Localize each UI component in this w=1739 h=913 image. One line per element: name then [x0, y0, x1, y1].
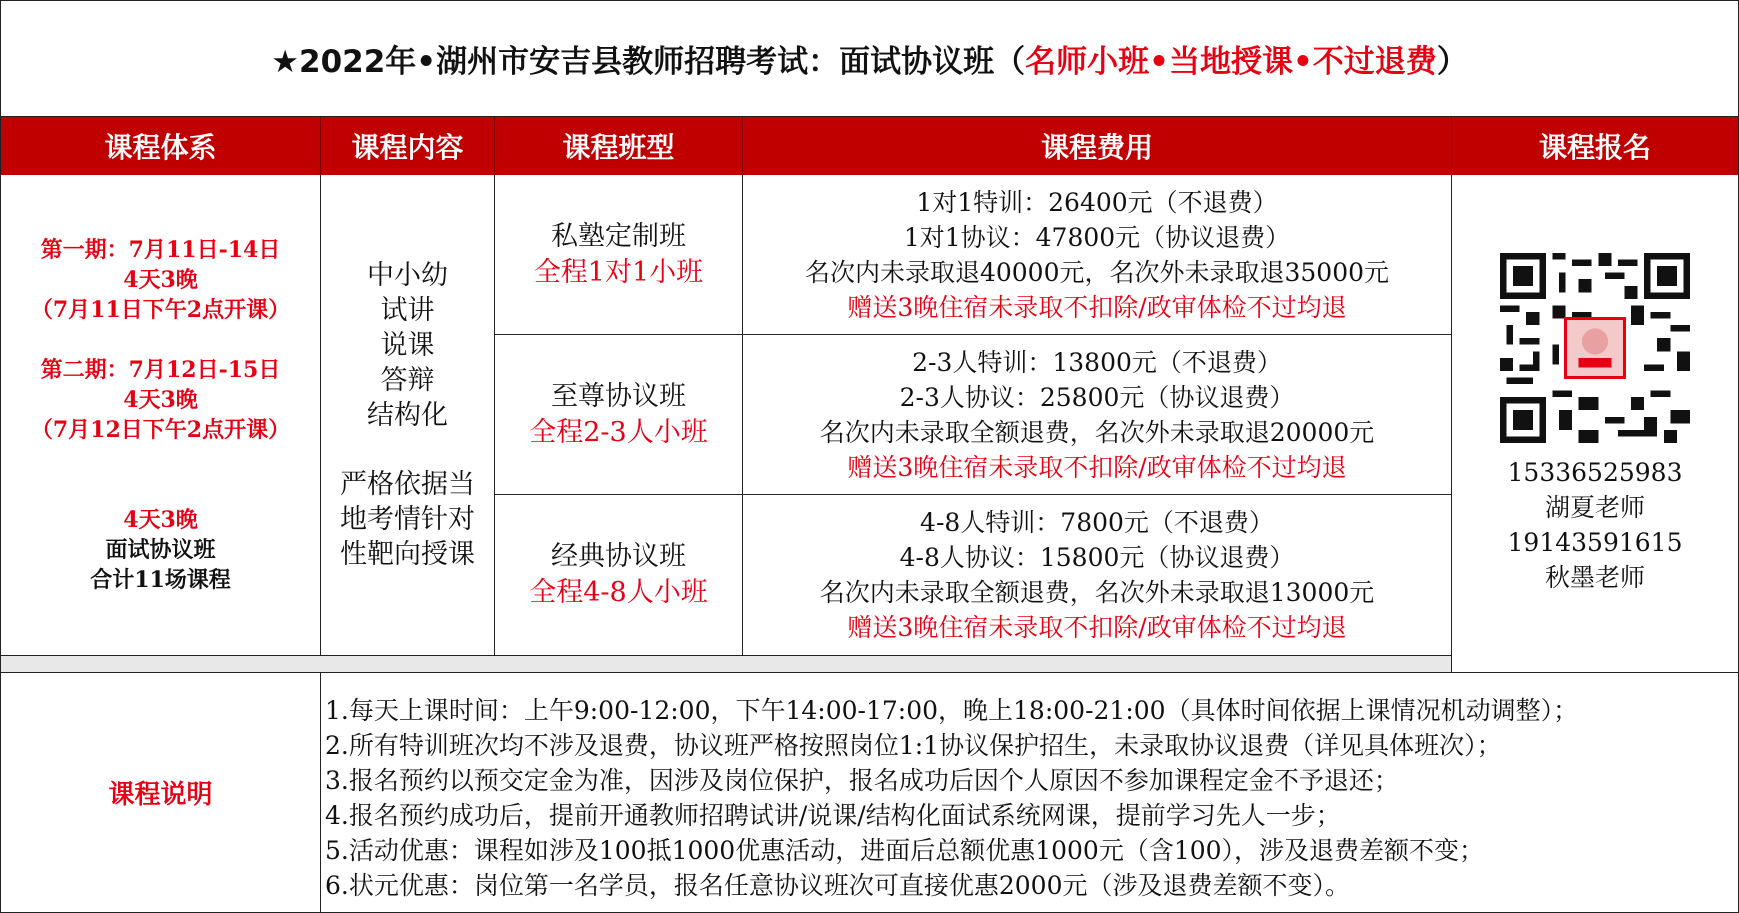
fee-line: 名次内未录取全额退费，名次外未录取退13000元 — [819, 578, 1375, 607]
note-item: 4.报名预约成功后，提前开通教师招聘试讲/说课/结构化面试系统网课，提前学习先人一步； — [325, 801, 1341, 830]
fee-bonus: 赠送3晚住宿未录取不扣除/政审体检不过均退 — [847, 613, 1347, 642]
phone-number: 15336525983 — [1507, 457, 1683, 487]
title-end: ） — [1436, 44, 1468, 80]
period1-start: （7月11日下午2点开课） — [30, 297, 291, 323]
fee-bonus: 赠送3晚住宿未录取不扣除/政审体检不过均退 — [847, 452, 1347, 482]
content-line: 试讲 — [380, 295, 435, 326]
content-line: 地考情针对 — [340, 504, 475, 535]
period2-length: 4天3晚 — [123, 387, 198, 413]
class-size: 全程2-3人小班 — [529, 416, 708, 448]
class-fee-cell — [743, 335, 1452, 495]
class-fee-cell — [743, 175, 1452, 335]
class-name: 经典协议班 — [551, 541, 686, 572]
period1-dates: 第一期：7月11日-14日 — [40, 237, 281, 263]
class-size: 全程4-8人小班 — [529, 577, 708, 608]
phone-number: 19143591615 — [1507, 527, 1683, 557]
fee-line: 2-3人协议：25800元（协议退费） — [899, 382, 1295, 412]
header-system: 课程体系 — [1, 117, 321, 175]
content-line: 中小幼 — [367, 260, 448, 291]
course-system-cell — [1, 175, 321, 656]
notes-list — [321, 673, 1738, 912]
title-main: ★2022年•湖州市安吉县教师招聘考试：面试协议班（ — [271, 44, 1026, 80]
content-line: 严格依据当 — [340, 469, 475, 500]
fee-line: 2-3人特训：13800元（不退费） — [912, 347, 1282, 377]
class-fee-cell — [743, 495, 1452, 656]
content-line: 结构化 — [367, 400, 448, 431]
page-title — [1, 1, 1738, 117]
fee-line: 4-8人协议：15800元（协议退费） — [899, 543, 1295, 572]
header-content: 课程内容 — [321, 117, 495, 175]
qr-code-icon — [1500, 253, 1690, 443]
header-fee: 课程费用 — [743, 117, 1452, 175]
class-type-cell — [495, 175, 743, 335]
notes-label-cell — [1, 673, 321, 912]
fee-bonus: 赠送3晚住宿未录取不扣除/政审体检不过均退 — [847, 292, 1347, 322]
fee-line: 名次内未录取全额退费，名次外未录取退20000元 — [819, 417, 1375, 447]
note-item: 6.状元优惠：岗位第一名学员，报名任意协议班次可直接优惠2000元（涉及退费差额不变）。 — [325, 871, 1350, 900]
summary-length: 4天3晚 — [123, 507, 198, 533]
notes-label: 课程说明 — [108, 780, 213, 810]
fee-line: 1对1特训：26400元（不退费） — [916, 187, 1278, 217]
period2-dates: 第二期：7月12日-15日 — [40, 357, 281, 383]
class-name: 至尊协议班 — [551, 380, 686, 412]
summary-class: 面试协议班 — [105, 537, 216, 563]
content-line: 答辩 — [380, 365, 435, 396]
class-type-cell — [495, 335, 743, 495]
header-class-type: 课程班型 — [495, 117, 743, 175]
note-item: 2.所有特训班次均不涉及退费，协议班严格按照岗位1:1协议保护招生，未录取协议退费（详见具体班次）； — [325, 731, 1502, 760]
note-item: 1.每天上课时间：上午9:00-12:00，下午14:00-17:00，晚上18:00-21:00（具体时间依据上课情况机动调整）； — [325, 696, 1579, 725]
fee-line: 1对1协议：47800元（协议退费） — [903, 222, 1291, 252]
period1-length: 4天3晚 — [123, 267, 198, 293]
header-signup: 课程报名 — [1452, 117, 1738, 175]
course-content-cell — [321, 175, 495, 656]
spacer-row — [1, 656, 1452, 673]
note-item: 3.报名预约以预交定金为准，因涉及岗位保护，报名成功后因个人原因不参加课程定金不予退还； — [325, 766, 1399, 795]
class-size: 全程1对1小班 — [533, 256, 704, 288]
period2-start: （7月12日下午2点开课） — [30, 417, 291, 443]
title-highlight: 名师小班•当地授课•不过退费 — [1025, 44, 1437, 80]
content-line: 性靶向授课 — [340, 539, 475, 570]
teacher-name: 湖夏老师 — [1544, 492, 1645, 522]
fee-line: 4-8人特训：7800元（不退费） — [920, 508, 1274, 537]
signup-cell — [1452, 175, 1738, 673]
summary-sessions: 合计11场课程 — [90, 567, 231, 593]
note-item: 5.活动优惠：课程如涉及100抵1000优惠活动，进面后总额优惠1000元（含100），涉及退费差额不变； — [325, 836, 1485, 865]
class-name: 私塾定制班 — [551, 220, 686, 252]
class-type-cell — [495, 495, 743, 656]
fee-line: 名次内未录取退40000元，名次外未录取退35000元 — [804, 257, 1390, 287]
teacher-name: 秋墨老师 — [1544, 562, 1645, 592]
content-line: 说课 — [380, 330, 435, 361]
